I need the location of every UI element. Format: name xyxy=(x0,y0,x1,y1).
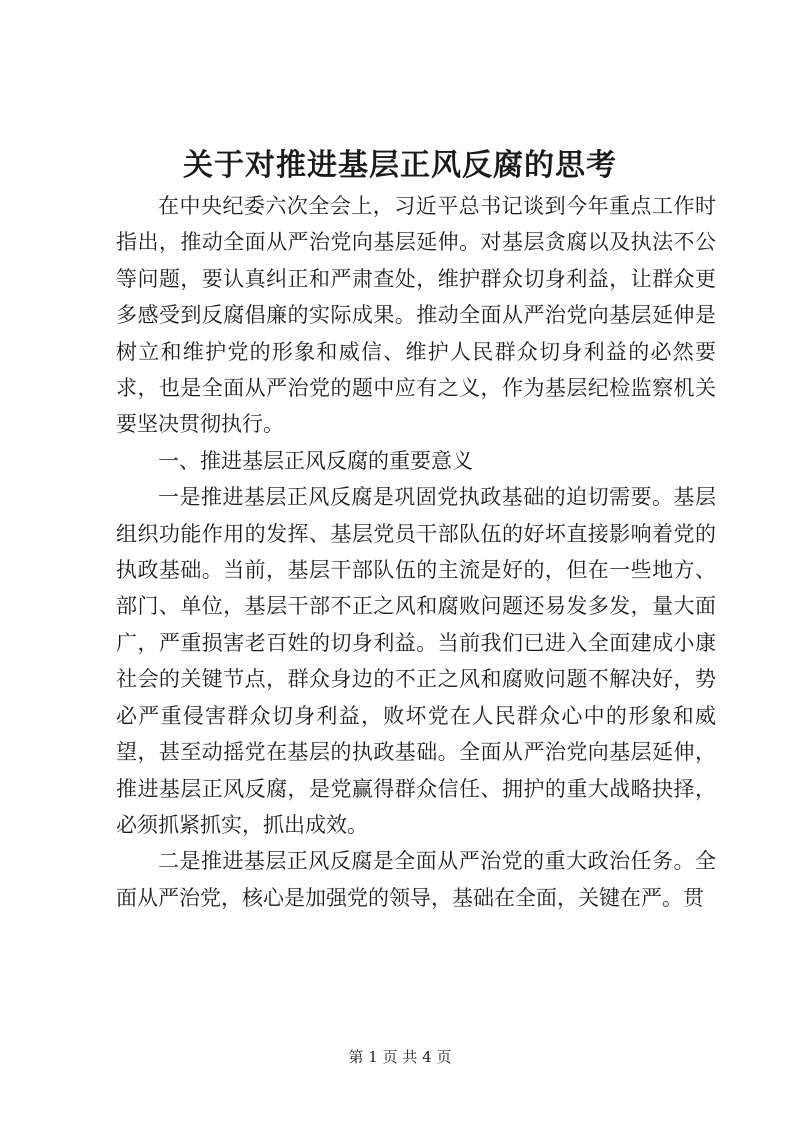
document-title: 关于对推进基层正风反腐的思考 xyxy=(183,148,617,183)
section-heading-1: 一、推进基层正风反腐的重要意义 xyxy=(158,448,473,473)
paragraph-point-2: 二是推进基层正风反腐是全面从严治党的重大政治任务。全面从严治党，核心是加强党的领导，基础在全面，关键在严。贯 xyxy=(116,849,716,910)
document-body xyxy=(116,188,716,916)
page-footer: 第 1 页 共 4 页 xyxy=(348,1048,452,1066)
paragraph-point-1: 一是推进基层正风反腐是巩固党执政基础的迫切需要。基层组织功能作用的发挥、基层党员干部队伍的好坏直接影响着党的执政基础。当前，基层干部队伍的主流是好的，但在一些地方、部门、单位，基层干部不正之风和腐败问题还易发多发，量大面广，严重损害老百姓的切身利益。当前我们已进入全面建成小康社会的关键节点，群众身边的不正之风和腐败问题不解决好，势必严重侵害群众切身利益，败坏党在人民群众心中的形象和威望，甚至动摇党在基层的执政基础。全面从严治党向基层延伸，推进基层正风反腐，是党赢得群众信任、拥护的重大战略抉择，必须抓紧抓实，抓出成效。 xyxy=(116,485,716,837)
paragraph-intro: 在中央纪委六次全会上，习近平总书记谈到今年重点工作时指出，推动全面从严治党向基层延伸。对基层贪腐以及执法不公等问题，要认真纠正和严肃查处，维护群众切身利益，让群众更多感受到反腐倡廉的实际成果。推动全面从严治党向基层延伸是树立和维护党的形象和威信、维护人民群众切身利益的必然要求，也是全面从严治党的题中应有之义，作为基层纪检监察机关要坚决贯彻执行。 xyxy=(116,194,716,437)
